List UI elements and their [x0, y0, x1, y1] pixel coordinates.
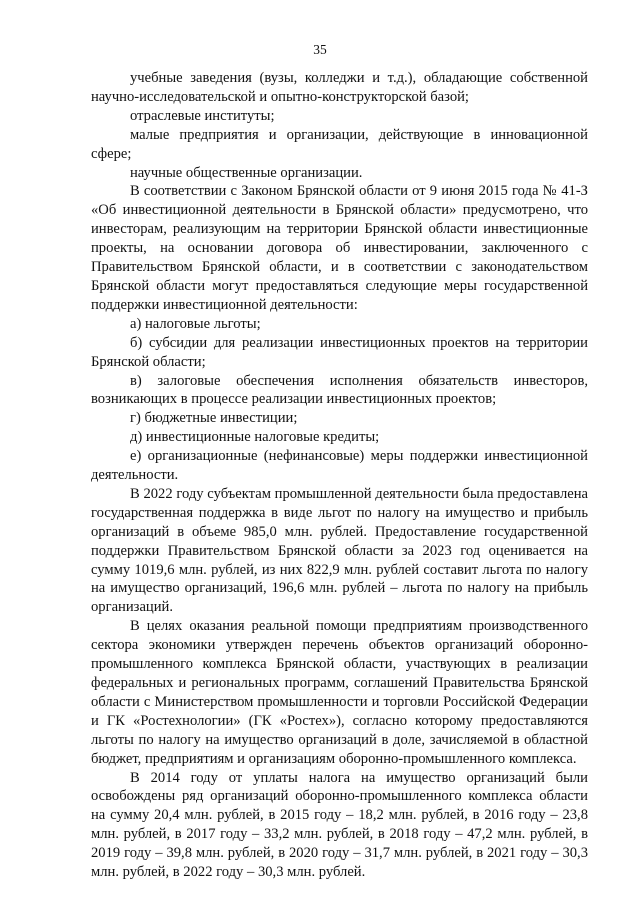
paragraph-scientific-organizations: научные общественные организации. [130, 164, 363, 181]
paragraph-educational-institutions: учебные заведения (вузы, колледжи и т.д.), обладающие собственной научно-исследовательской и опытно-конструкторской базой; [91, 70, 588, 105]
paragraph-property-tax-exemptions: В 2014 году от уплаты налога на имущество организаций были освобождены ряд организаций оборонно-промышленного комплекса области на сумму 20,4 млн. рублей, в 2015 году – 18,2 млн. рублей, в 2016 году – 23,8 млн. рублей, в 2017 году – 33,2 млн. рублей, в 2018 году – 47,2 млн. рублей, в 2019 году – 39,8 млн. рублей, в 2020 году – 31,7 млн. рублей, в 2021 году – 30,3 млн. рублей, в 2022 году – 30,3 млн. рублей. [91, 769, 588, 881]
paragraph-defense-industry: В целях оказания реальной помощи предприятиям производственного сектора экономики утвержден перечень объектов организаций оборонно-промышленного комплекса Брянской области, участвующих в реализации федеральных и региональных программ, соглашений Правительства Брянской области с Министерством промышленности и торговли Российской Федерации и ГК «Ростехнологии» (ГК «Ростех»), согласно которому предоставляются льготы по налогу на имущество организаций в доле, зачисляемой в областной бюджет, предприятиям и организациям оборонно-промышленного комплекса. [91, 618, 588, 767]
paragraph-small-enterprises: малые предприятия и организации, действующие в инновационной сфере; [91, 126, 588, 162]
list-item-tax-benefits: а) налоговые льготы; [130, 315, 261, 332]
list-item-budget-investments: г) бюджетные инвестиции; [130, 410, 298, 427]
paragraph-sector-institutes: отраслевые институты; [130, 107, 275, 124]
paragraph-investment-law: В соответствии с Законом Брянской области от 9 июня 2015 года № 41-З «Об инвестиционной деятельности в Брянской области» предусмотрено, что инвесторам, реализующим на территории Брянской области инвестиционные проекты, на основании договора об инвестировании, заключенного с Правительством Брянской области, и в соответствии с законодательством Брянской области могут предоставляться следующие меры государственной поддержки инвестиционной деятельности: [91, 183, 588, 313]
list-item-tax-credits: д) инвестиционные налоговые кредиты; [130, 429, 380, 446]
list-item-organizational-measures: е) организационные (нефинансовые) меры поддержки инвестиционной деятельности. [91, 448, 588, 484]
document-body [91, 69, 588, 882]
list-item-subsidies: б) субсидии для реализации инвестиционных проектов на территории Брянской области; [91, 334, 588, 370]
page-number: 35 [313, 42, 327, 57]
list-item-collateral: в) залоговые обеспечения исполнения обязательств инвесторов, возникающих в процессе реализации инвестиционных проектов; [91, 372, 588, 408]
paragraph-2022-support: В 2022 году субъектам промышленной деятельности была предоставлена государственная поддержка в виде льгот по налогу на имущество и прибыль организаций в объеме 985,0 млн. рублей. Предоставление государственной поддержки Правительством Брянской области за 2023 год оценивается на сумму 1019,6 млн. рублей, из них 822,9 млн. рублей составит льгота по налогу на имущество организаций, 196,6 млн. рублей – льгота по налогу на прибыль организаций. [91, 485, 588, 616]
